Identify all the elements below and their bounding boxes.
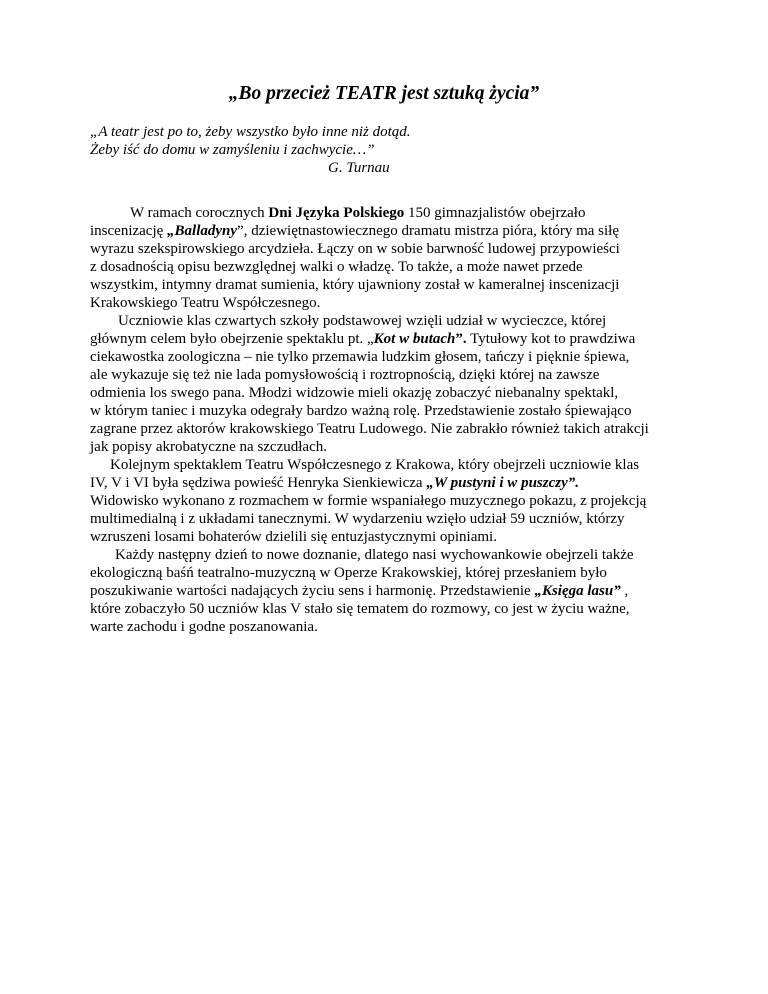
motto-line: Żeby iść do domu w zamyśleniu i zachwycie…” [90, 142, 375, 158]
text-line: multimedialną i z układami tanecznymi. W wydarzeniu wzięło udział 59 uczniów, którzy [90, 511, 625, 527]
text-line: w którym taniec i muzyka odegrały bardzo ważną rolę. Przedstawienie zostało śpiewająco [90, 403, 632, 419]
text-run: inscenizację [90, 223, 168, 239]
text-line: wyrazu szekspirowskiego arcydzieła. Łączy on w sobie barwność ludowej przypowieści [90, 241, 620, 257]
motto-line: „A teatr jest po to, żeby wszystko było inne niż dotąd. [90, 124, 411, 140]
text-line: odmienia los swego pana. Młodzi widzowie mieli okazję zobaczyć niebanalny spektakl, [90, 385, 619, 401]
text-line: wszystkim, intymny dramat sumienia, który ujawniony został w kameralnej inscenizacji [90, 277, 620, 293]
text-line: z dosadnością opisu bezwzględnej walki o władzę. To także, a może nawet przede [90, 259, 583, 275]
text-run: 150 gimnazjalistów obejrzało [404, 205, 586, 221]
text-line: zagrane przez aktorów krakowskiego Teatru Ludowego. Nie zabrakło również takich atrakcji [90, 421, 649, 437]
paragraph-kot-w-butach [90, 312, 710, 456]
text-line: Kolejnym spektaklem Teatru Współczesnego z Krakowa, który obejrzeli uczniowie klas [110, 457, 640, 473]
motto-quote [90, 123, 690, 177]
text-line: ciekawostka zoologiczna – nie tylko przemawia ludzkim głosem, tańczy i pięknie śpiewa, [90, 349, 630, 365]
text-line: Widowisko wykonano z rozmachem w formie wspaniałego muzycznego pokazu, z projekcją [90, 493, 647, 509]
text-run: W ramach corocznych [130, 205, 269, 221]
text-run: ”, dziewiętnastowiecznego dramatu mistrza pióra, który ma siłę [237, 223, 619, 239]
paragraph-dni-jezyka-polskiego [90, 204, 710, 312]
bold-text: Dni Języka Polskiego [268, 205, 405, 221]
text-line [90, 330, 710, 348]
text-line: ale wykazuje się też nie lada pomysłowością i roztropnością, dzięki której na zawsze [90, 367, 600, 383]
page-title: „Bo przecież TEATR jest sztuką życia” [228, 83, 540, 104]
text-line: jak popisy akrobatyczne na szczudłach. [90, 439, 327, 455]
motto-author: G. Turnau [328, 160, 390, 176]
text-run: Tytułowy kot to prawdziwa [466, 331, 636, 347]
play-title-w-pustyni: „W pustyni i w puszczy”. [426, 475, 579, 491]
text-line: Uczniowie klas czwartych szkoły podstawowej wzięli udział w wycieczce, której [118, 313, 607, 329]
text-line: które zobaczyło 50 uczniów klas V stało się tematem do rozmowy, co jest w życiu ważne, [90, 601, 630, 617]
text-run: głównym celem było obejrzenie spektaklu pt. „ [90, 331, 374, 347]
text-line: wzruszeni losami bohaterów dzielili się entuzjastycznymi opiniami. [90, 529, 497, 545]
text-run: poszukiwanie wartości nadających życiu sens i harmonię. Przedstawienie [90, 583, 535, 599]
text-line: Każdy następny dzień to nowe doznanie, dlatego nasi wychowankowie obejrzeli także [115, 547, 634, 563]
text-line [90, 222, 710, 240]
text-line: warte zachodu i godne poszanowania. [90, 619, 318, 635]
text-line: Krakowskiego Teatru Współczesnego. [90, 295, 321, 311]
bold-text: ”. [455, 331, 467, 347]
text-line [90, 474, 710, 492]
text-line [90, 582, 710, 600]
play-title-kot-w-butach: Kot w butach [373, 331, 456, 347]
text-run: , [620, 583, 629, 599]
text-line [90, 204, 710, 222]
text-line: ekologiczną baśń teatralno-muzyczną w Operze Krakowskiej, której przesłaniem było [90, 565, 607, 581]
article-body [90, 204, 710, 636]
paragraph-ksiega-lasu [90, 546, 710, 636]
paragraph-w-pustyni-i-w-puszczy [90, 456, 710, 546]
play-title-balladyna: „Balladyny [167, 223, 238, 239]
text-run: IV, V i VI była sędziwa powieść Henryka Sienkiewicza [90, 475, 427, 491]
play-title-ksiega-lasu: „Księga lasu” [534, 583, 621, 599]
